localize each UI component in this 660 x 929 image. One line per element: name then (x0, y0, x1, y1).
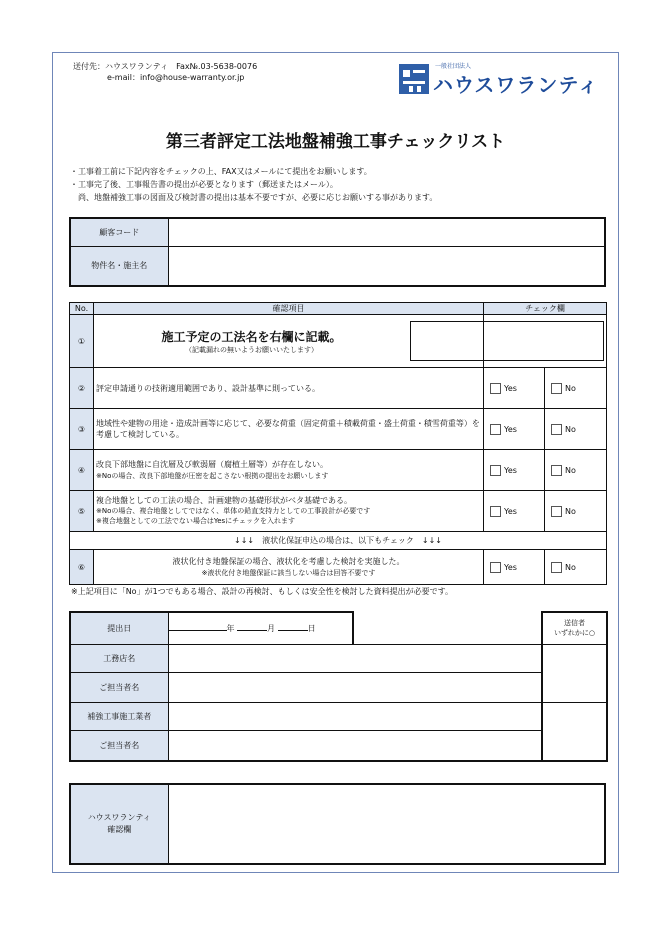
sender-mark-contractor[interactable] (542, 702, 607, 761)
checklist-row (70, 368, 607, 409)
confirm-field[interactable] (168, 784, 605, 864)
item-text: 評定申請通りの技術適用範囲であり、設計基準に則っている。 (94, 368, 484, 409)
send-to-email: e-mail：info@house-warranty.or.jp (107, 73, 245, 82)
sender-sub: いずれかに○ (553, 629, 596, 638)
page-title: 第三者評定工法地盤補強工事チェックリスト (165, 132, 506, 152)
yes-checkbox[interactable]: Yes (484, 491, 545, 532)
item-number: ⑥ (70, 550, 94, 585)
instruction-line: ・工事完了後、工事報告書の提出が必要となります（郵送またはメール）。 (70, 180, 338, 189)
checkbox-icon (551, 506, 562, 517)
item-note: ※Noの場合、改良下部地盤が圧密を起こさない根拠の提出をお願いします (96, 471, 329, 480)
logo-name: ハウスワランティ (433, 73, 599, 97)
checklist-row (70, 491, 607, 532)
checkbox-icon (551, 562, 562, 573)
item-note: ※液状化付き地盤保証に該当しない場合は回答不要です (201, 568, 376, 577)
checkbox-icon (490, 465, 501, 476)
item-note: ※複合地盤としての工法でない場合はYesにチェックを入れます (96, 517, 295, 525)
no-checkbox[interactable]: No (545, 368, 607, 409)
item-number: ⑤ (70, 491, 94, 532)
customer-code-label: 顧客コード (70, 218, 168, 246)
customer-code-field[interactable] (168, 218, 605, 246)
checkbox-icon (551, 424, 562, 435)
house-warranty-logo (399, 59, 609, 99)
checkbox-icon (490, 383, 501, 394)
yes-checkbox[interactable]: Yes (484, 450, 545, 491)
send-to-fax: 送付先：ハウスワランティ Fax№.03-5638-0076 (73, 62, 258, 71)
sender-header (542, 612, 607, 644)
store-person-label: ご担当者名 (70, 672, 168, 702)
item-note: （記載漏れの無いようお願いいたします） (185, 345, 318, 354)
col-no-header: No. (70, 303, 94, 315)
send-to-info (73, 61, 257, 83)
item-text: 複合地盤としての工法の場合、計画建物の基礎形状がベタ基礎である。 (96, 496, 352, 505)
property-name-field[interactable] (168, 246, 605, 286)
footer-note: ※上記項目に「No」が1つでもある場合、設計の再検討、もしくは安全性を検討した資料提出が必要です。 (71, 587, 454, 596)
sender-mark-store[interactable] (542, 644, 607, 702)
no-checkbox[interactable]: No (545, 550, 607, 585)
checklist-table (69, 302, 607, 585)
item-number: ① (70, 315, 94, 368)
checkbox-icon (551, 383, 562, 394)
checklist-row (70, 450, 607, 491)
item-text: 改良下部地盤に自沈層及び軟弱層（腐植土層等）が存在しない。 (96, 459, 328, 469)
item-text: 施工予定の工法名を右欄に記載。 (161, 329, 342, 344)
checkbox-icon (490, 506, 501, 517)
checklist-row (70, 315, 607, 368)
instructions (70, 165, 437, 204)
submit-date-field[interactable]: 年 月 日 (168, 612, 353, 644)
no-checkbox[interactable]: No (545, 491, 607, 532)
submission-table (69, 611, 608, 762)
confirmation-table (69, 783, 606, 865)
store-person-field[interactable] (168, 672, 542, 702)
store-name-field[interactable] (168, 644, 542, 672)
customer-table (69, 217, 606, 287)
yes-checkbox[interactable]: Yes (484, 368, 545, 409)
col-item-header: 確認項目 (94, 303, 484, 315)
contractor-label: 補強工事施工業者 (70, 702, 168, 730)
item-text: 液状化付き地盤保証の場合、液状化を考慮した検討を実施した。 (172, 556, 405, 566)
no-checkbox[interactable]: No (545, 450, 607, 491)
property-name-label: 物件名・施主名 (70, 246, 168, 286)
contractor-person-field[interactable] (168, 730, 542, 761)
instruction-line: 尚、地盤補強工事の図面及び検討書の提出は基本不要ですが、必要に応じお願いする事があります。 (70, 193, 438, 202)
yes-checkbox[interactable]: Yes (484, 550, 545, 585)
contractor-field[interactable] (168, 702, 542, 730)
item-note: ※Noの場合、複合地盤としてではなく、単体の鉛直支持力としての工事設計が必要です (96, 507, 371, 515)
item-number: ③ (70, 409, 94, 450)
sender-label: 送信者 (564, 619, 585, 628)
no-checkbox[interactable]: No (545, 409, 607, 450)
logo-mark-icon (399, 64, 429, 94)
checkbox-icon (490, 424, 501, 435)
checkbox-icon (490, 562, 501, 573)
checklist-row (70, 409, 607, 450)
submit-date-label: 提出日 (70, 612, 168, 644)
item-number: ② (70, 368, 94, 409)
instruction-line: ・工事着工前に下記内容をチェックの上、FAX又はメールにて提出をお願いします。 (70, 167, 372, 176)
store-name-label: 工務店名 (70, 644, 168, 672)
yes-checkbox[interactable]: Yes (484, 409, 545, 450)
checklist-form (52, 52, 619, 873)
checkbox-icon (551, 465, 562, 476)
confirm-label: 確認欄 (107, 825, 132, 834)
confirm-label-org: ハウスワランティ (87, 813, 151, 822)
item-number: ④ (70, 450, 94, 491)
liquefaction-note: ↓↓↓ 液状化保証申込の場合は、以下もチェック ↓↓↓ (70, 532, 607, 550)
checklist-row (70, 550, 607, 585)
logo-org-type: 一般社団法人 (435, 63, 472, 70)
contractor-person-label: ご担当者名 (70, 730, 168, 761)
method-name-field[interactable] (410, 321, 604, 361)
col-check-header: チェック欄 (484, 303, 607, 315)
item-text: 地域性や建物の用途・造成計画等に応じて、必要な荷重（固定荷重＋積載荷重・盛土荷重・積雪荷重等）を考慮して検討している。 (94, 409, 484, 450)
